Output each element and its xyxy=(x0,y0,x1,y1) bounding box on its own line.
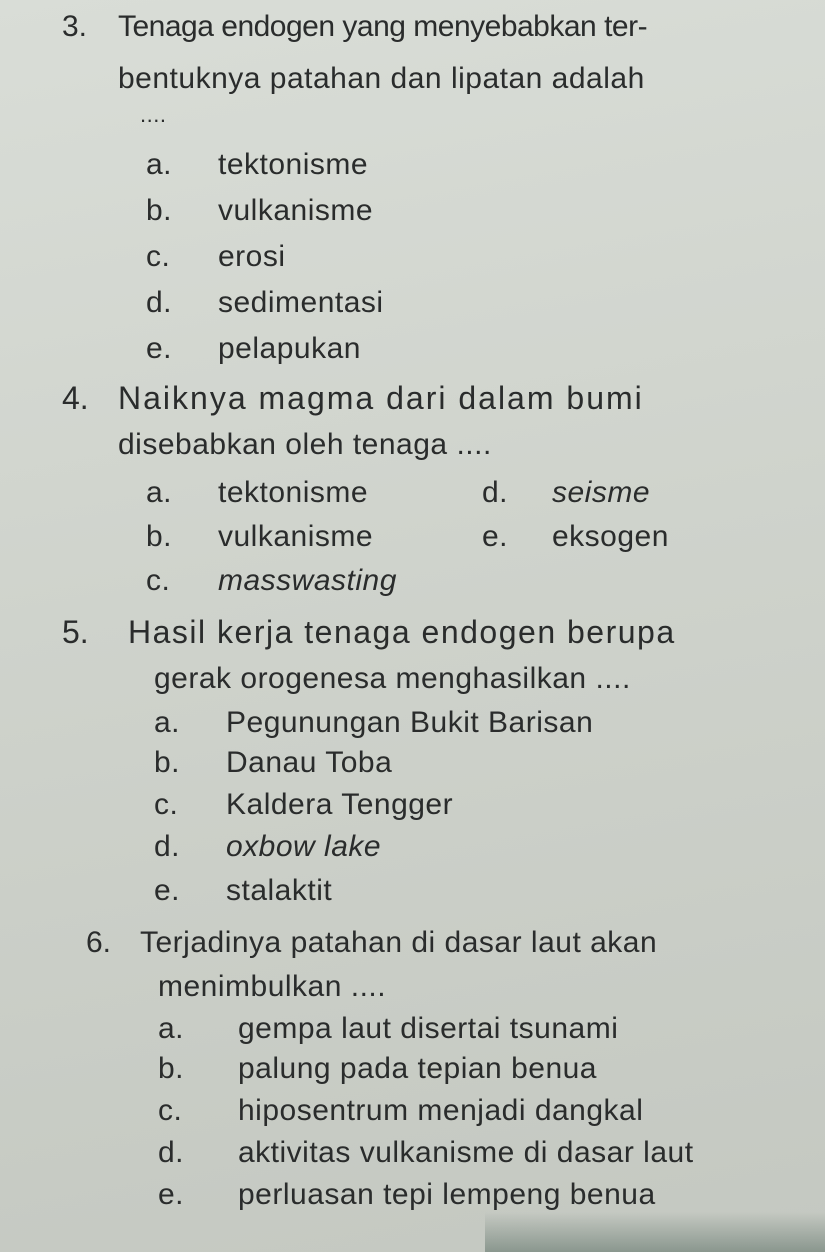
question-3-stem-line-1: Tenaga endogen yang menyebabkan ter- xyxy=(118,10,648,43)
option-letter: e. xyxy=(146,332,173,365)
question-3-option-c xyxy=(146,240,286,274)
option-letter: e. xyxy=(154,874,181,907)
option-text: gempa laut disertai tsunami xyxy=(238,1012,619,1045)
option-letter: e. xyxy=(482,520,509,553)
option-letter: a. xyxy=(146,148,173,181)
option-text: Kaldera Tengger xyxy=(226,788,454,821)
question-5-stem-line-2: gerak orogenesa menghasilkan .... xyxy=(154,662,631,695)
option-letter: a. xyxy=(154,706,181,739)
question-5-stem-line-1: Hasil kerja tenaga endogen berupa xyxy=(128,614,676,650)
option-letter: a. xyxy=(146,476,173,509)
option-text: erosi xyxy=(218,240,286,273)
option-letter: c. xyxy=(146,564,171,597)
question-6-option-b xyxy=(158,1052,597,1086)
option-letter: c. xyxy=(146,240,171,273)
question-5-option-c xyxy=(154,788,453,822)
question-6-option-c xyxy=(158,1094,643,1128)
question-3-option-e xyxy=(146,332,361,366)
option-text: masswasting xyxy=(218,564,397,597)
option-letter: b. xyxy=(154,746,181,779)
option-letter: b. xyxy=(146,520,173,553)
question-4-option-d xyxy=(482,476,650,510)
question-4-stem-line-2: disebabkan oleh tenaga .... xyxy=(118,428,492,461)
question-4-number: 4. xyxy=(62,380,89,416)
question-3-stem-line-2: bentuknya patahan dan lipatan adalah xyxy=(118,62,645,95)
question-4-stem-line-1: Naiknya magma dari dalam bumi xyxy=(118,380,644,416)
option-text: tektonisme xyxy=(218,148,369,181)
option-letter: b. xyxy=(146,194,173,227)
question-6-number: 6. xyxy=(86,926,112,959)
option-text: oxbow lake xyxy=(226,830,382,863)
question-6-stem-line-2: menimbulkan .... xyxy=(158,970,387,1003)
option-text: sedimentasi xyxy=(218,286,384,319)
question-6-stem-line-1: Terjadinya patahan di dasar laut akan xyxy=(140,926,658,959)
option-text: hiposentrum menjadi dangkal xyxy=(238,1094,644,1127)
question-5-option-e xyxy=(154,874,332,908)
option-text: perluasan tepi lempeng benua xyxy=(238,1178,656,1211)
question-5-option-d xyxy=(154,830,381,864)
question-4-option-e xyxy=(482,520,669,554)
option-letter: d. xyxy=(146,286,173,319)
option-text: seisme xyxy=(552,476,651,509)
question-4-option-b xyxy=(146,520,373,554)
option-text: Pegunungan Bukit Barisan xyxy=(226,706,594,739)
option-letter: d. xyxy=(482,476,509,509)
question-3-number: 3. xyxy=(62,10,88,43)
option-letter: d. xyxy=(158,1136,185,1169)
option-text: tektonisme xyxy=(218,476,369,509)
question-5-option-b xyxy=(154,746,392,780)
question-3-option-b xyxy=(146,194,373,228)
option-letter: d. xyxy=(154,830,181,863)
option-text: stalaktit xyxy=(226,874,333,907)
question-6-option-d xyxy=(158,1136,694,1170)
question-6-option-e xyxy=(158,1178,656,1212)
question-3-option-a xyxy=(146,148,368,182)
option-text: eksogen xyxy=(552,520,669,553)
option-text: palung pada tepian benua xyxy=(238,1052,597,1085)
photo-shadow-corner xyxy=(485,1212,825,1252)
option-letter: e. xyxy=(158,1178,185,1211)
question-5-option-a xyxy=(154,706,593,740)
option-text: pelapukan xyxy=(218,332,361,365)
option-text: Danau Toba xyxy=(226,746,393,779)
question-3-stem-line-3: .... xyxy=(140,102,167,127)
question-4-option-c xyxy=(146,564,397,598)
question-3-option-d xyxy=(146,286,384,320)
option-letter: c. xyxy=(158,1094,183,1127)
option-letter: b. xyxy=(158,1052,185,1085)
option-text: aktivitas vulkanisme di dasar laut xyxy=(238,1136,694,1169)
option-text: vulkanisme xyxy=(218,520,374,553)
option-text: vulkanisme xyxy=(218,194,374,227)
question-6-option-a xyxy=(158,1012,618,1046)
option-letter: a. xyxy=(158,1012,185,1045)
option-letter: c. xyxy=(154,788,179,821)
question-5-number: 5. xyxy=(62,614,89,650)
question-4-option-a xyxy=(146,476,368,510)
